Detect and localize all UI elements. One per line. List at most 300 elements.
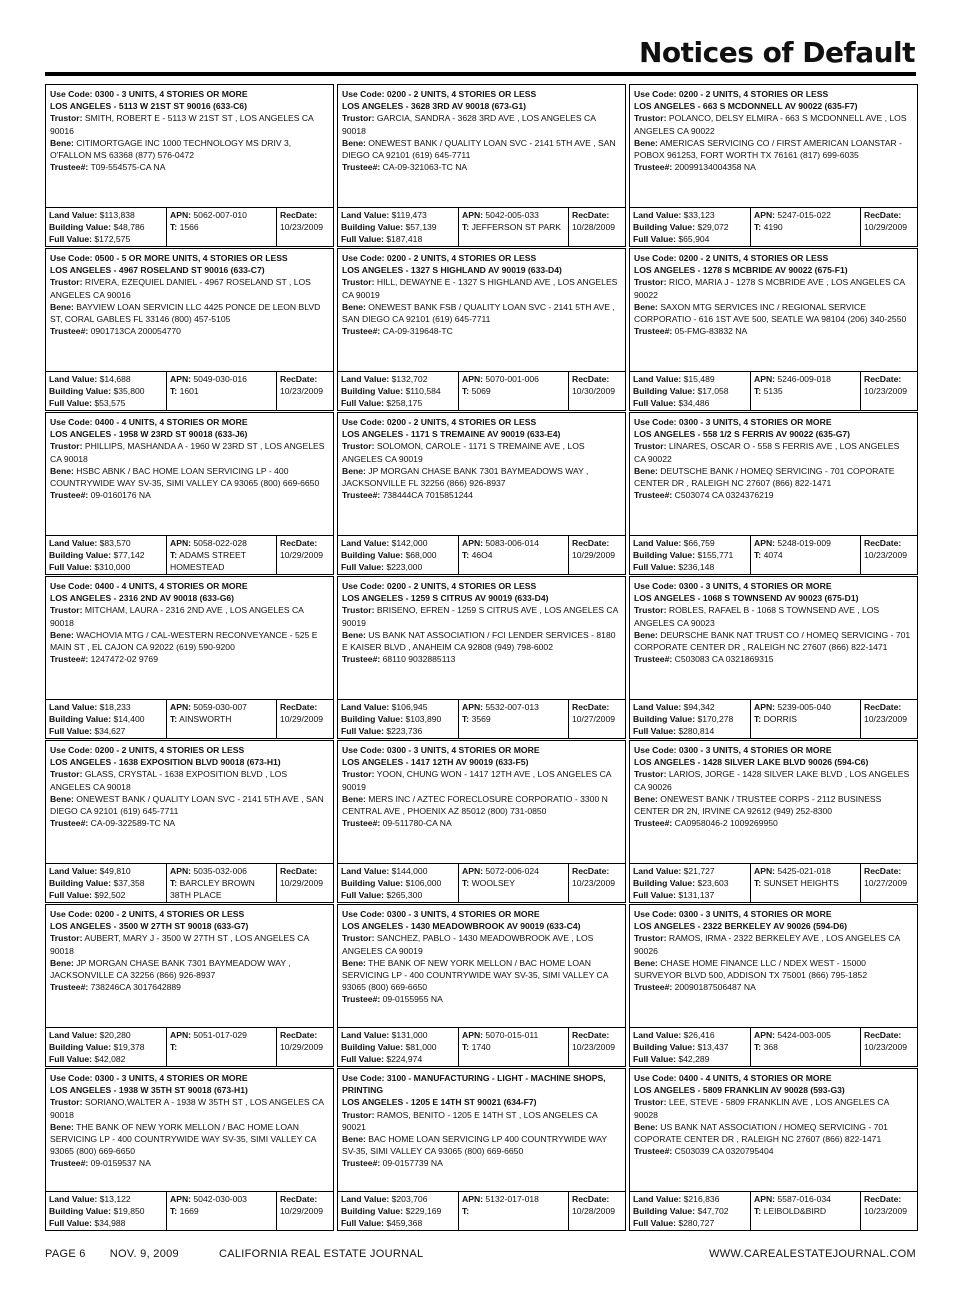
recdate-label: RecDate: — [572, 374, 610, 384]
bene-label: Bene: — [342, 957, 366, 968]
trustee-label: Trustee#: — [634, 654, 673, 665]
tract-value: 368 — [763, 1042, 778, 1053]
building-value-label: Building Value: — [49, 550, 112, 561]
full-value: $258,175 — [386, 398, 423, 409]
trustee-value: 20099134004358 NA — [674, 162, 756, 173]
full-value: $223,736 — [386, 726, 423, 737]
trustee-value: 738444CA 7015851244 — [382, 490, 473, 501]
bene-value: CITIMORTGAGE INC 1000 TECHNOLOGY MS DRIV 3, O'FALLON MS 63368 (877) 576-0472 — [50, 137, 292, 161]
bene-label: Bene: — [50, 957, 74, 968]
notice-card — [45, 84, 334, 247]
property-location: LOS ANGELES - 1428 SILVER LAKE BLVD 90026 (594-C6) — [634, 757, 869, 768]
use-code: Use Code: 0200 - 2 UNITS, 4 STORIES OR LESS — [50, 909, 245, 919]
recdate-label: RecDate: — [572, 1030, 610, 1040]
building-value: $155,771 — [697, 550, 734, 561]
notice-values — [46, 1191, 333, 1230]
recdate-label: RecDate: — [864, 374, 902, 384]
values-column — [338, 1028, 458, 1066]
values-column — [338, 208, 458, 246]
values-column — [338, 1192, 458, 1230]
recdate-label: RecDate: — [864, 210, 902, 220]
full-value-label: Full Value: — [341, 234, 384, 245]
land-value-label: Land Value: — [49, 1194, 98, 1204]
notice-card — [45, 1068, 334, 1231]
values-column — [338, 536, 458, 574]
use-code: Use Code: 0200 - 2 UNITS, 4 STORIES OR LESS — [634, 253, 829, 263]
trustee-label: Trustee#: — [50, 490, 89, 501]
trustee-value: CA-09-321063-TC NA — [382, 162, 468, 173]
bene-value: ONEWEST BANK / QUALITY LOAN SVC - 2141 5TH AVE , SAN DIEGO CA 92101 (619) 645-7711 — [342, 137, 616, 161]
notice-info — [338, 249, 625, 371]
recdate-label: RecDate: — [864, 866, 902, 876]
recdate-label: RecDate: — [572, 866, 610, 876]
footer-date: NOV. 9, 2009 — [109, 1248, 179, 1260]
trustor-label: Trustor: — [50, 769, 83, 780]
use-code: Use Code: 0300 - 3 UNITS, 4 STORIES OR MORE — [342, 909, 540, 919]
notice-card — [629, 1068, 918, 1231]
trustee-value: 20090187506487 NA — [674, 982, 756, 993]
recdate-value: 10/29/2009 — [280, 714, 324, 725]
values-column — [630, 700, 750, 738]
notice-card — [337, 1068, 626, 1231]
tract-value: AINSWORTH — [179, 714, 232, 725]
trustor-label: Trustor: — [50, 605, 83, 616]
land-value-label: Land Value: — [633, 1030, 682, 1040]
trustee-label: Trustee#: — [50, 654, 89, 665]
trustee-value: CA0958046-2 1009269950 — [674, 818, 778, 829]
land-value-label: Land Value: — [341, 1194, 390, 1204]
trustee-label: Trustee#: — [342, 654, 381, 665]
tract-label: T: — [462, 714, 470, 725]
trustor-label: Trustor: — [342, 277, 375, 288]
tract-value: 5135 — [763, 386, 783, 397]
building-value-label: Building Value: — [633, 878, 696, 889]
trustor-value: HILL, DEWAYNE E - 1327 S HIGHLAND AVE , LOS ANGELES CA 90019 — [342, 277, 618, 300]
trustor-label: Trustor: — [634, 277, 667, 288]
bene-value: AMERICAS SERVICING CO / FIRST AMERICAN LOANSTAR - POBOX 961253, FORT WORTH TX 76161 (817) 699-6035 — [634, 137, 902, 161]
trustor-label: Trustor: — [50, 113, 83, 124]
trustee-label: Trustee#: — [342, 1158, 381, 1169]
tract-label: T: — [462, 878, 470, 889]
apn-value: 5083-006-014 — [485, 538, 539, 548]
trustee-value: 09-0155955 NA — [382, 994, 443, 1005]
trustor-label: Trustor: — [342, 933, 375, 944]
full-value-label: Full Value: — [633, 398, 676, 409]
bene-value: ONEWEST BANK / QUALITY LOAN SVC - 2141 5TH AVE , SAN DIEGO CA 92101 (619) 645-7711 — [50, 793, 324, 817]
full-value: $459,368 — [386, 1218, 423, 1229]
land-value-label: Land Value: — [633, 374, 682, 384]
notice-card — [629, 904, 918, 1067]
recdate-column — [860, 372, 917, 410]
land-value: $106,945 — [391, 702, 428, 712]
trustee-label: Trustee#: — [50, 1158, 89, 1169]
notice-card — [629, 576, 918, 739]
notice-card — [45, 576, 334, 739]
apn-column — [750, 864, 860, 902]
apn-value: 5070-001-006 — [485, 374, 539, 384]
apn-value: 5247-015-022 — [777, 210, 831, 220]
values-column — [630, 1028, 750, 1066]
tract-label: T: — [754, 878, 762, 889]
apn-value: 5424-003-005 — [777, 1030, 831, 1040]
tract-label: T: — [462, 386, 470, 397]
use-code: Use Code: 0400 - 4 UNITS, 4 STORIES OR MORE — [50, 417, 248, 427]
tract-value: 4190 — [763, 222, 783, 233]
property-location: LOS ANGELES - 1278 S MCBRIDE AV 90022 (675-F1) — [634, 265, 848, 276]
recdate-column — [568, 372, 625, 410]
trustee-value: 1247472-02 9769 — [90, 654, 158, 665]
recdate-column — [276, 1192, 333, 1230]
land-value-label: Land Value: — [49, 210, 98, 220]
values-column — [338, 700, 458, 738]
building-value-label: Building Value: — [341, 1042, 404, 1053]
trustor-value: LEE, STEVE - 5809 FRANKLIN AVE , LOS ANGELES CA 90028 — [634, 1097, 889, 1120]
notice-info — [338, 413, 625, 535]
building-value: $229,169 — [405, 1206, 442, 1217]
apn-label: APN: — [462, 1030, 484, 1040]
bene-label: Bene: — [50, 793, 74, 804]
notice-values — [630, 535, 917, 574]
notice-info — [338, 577, 625, 699]
apn-column — [750, 1028, 860, 1066]
use-code: Use Code: 0300 - 3 UNITS, 4 STORIES OR MORE — [342, 745, 540, 755]
recdate-column — [568, 700, 625, 738]
tract-value: ADAMS STREET HOMESTEAD — [170, 550, 246, 573]
tract-value: BARCLEY BROWN 38TH PLACE — [170, 878, 255, 901]
apn-label: APN: — [754, 374, 776, 384]
notice-card — [337, 248, 626, 411]
full-value: $65,904 — [678, 234, 710, 245]
trustee-label: Trustee#: — [342, 326, 381, 337]
building-value: $68,000 — [405, 550, 437, 561]
apn-value: 5042-030-003 — [193, 1194, 247, 1204]
tract-value: 1601 — [179, 386, 199, 397]
bene-label: Bene: — [634, 629, 658, 640]
bene-value: US BANK NAT ASSOCIATION / HOMEQ SERVICING - 701 COPORATE CENTER DR , RALEIGH NC 27607 (866) 822-1471 — [634, 1121, 888, 1145]
bene-value: WACHOVIA MTG / CAL-WESTERN RECONVEYANCE - 525 E MAIN ST , EL CAJON CA 92022 (619) 590-9200 — [50, 629, 318, 653]
tract-value: SUNSET HEIGHTS — [763, 878, 839, 889]
apn-label: APN: — [170, 538, 192, 548]
notice-info — [630, 249, 917, 371]
land-value: $119,473 — [391, 210, 427, 220]
recdate-label: RecDate: — [572, 538, 610, 548]
bene-label: Bene: — [634, 137, 658, 148]
trustor-value: LINARES, OSCAR O - 558 S FERRIS AVE , LOS ANGELES CA 90022 — [634, 441, 900, 464]
page-title: Notices of Default — [638, 36, 915, 69]
bene-value: BAYVIEW LOAN SERVICIN LLC 4425 PONCE DE LEON BLVD ST, CORAL GABLES FL 33146 (800) 457-5105 — [50, 301, 321, 325]
footer-website[interactable]: WWW.CAREALESTATEJOURNAL.COM — [709, 1248, 916, 1260]
recdate-value: 10/27/2009 — [864, 878, 908, 889]
land-value-label: Land Value: — [341, 702, 390, 712]
full-value: $310,000 — [94, 562, 131, 573]
notice-info — [630, 85, 917, 207]
building-value-label: Building Value: — [49, 1206, 112, 1217]
bene-value: ONEWEST BANK FSB / QUALITY LOAN SVC - 2141 5TH AVE , SAN DIEGO CA 92101 (619) 645-7711 — [342, 301, 615, 325]
bene-label: Bene: — [342, 301, 366, 312]
bene-label: Bene: — [634, 465, 658, 476]
recdate-value: 10/23/2009 — [864, 1042, 908, 1053]
land-value: $144,000 — [391, 866, 428, 876]
full-value: $131,137 — [678, 890, 715, 901]
land-value: $83,570 — [99, 538, 131, 548]
land-value: $15,489 — [683, 374, 715, 384]
recdate-label: RecDate: — [572, 1194, 610, 1204]
apn-column — [166, 1028, 276, 1066]
recdate-label: RecDate: — [864, 702, 902, 712]
apn-label: APN: — [170, 210, 192, 220]
values-column — [630, 208, 750, 246]
bene-label: Bene: — [50, 301, 74, 312]
tract-label: T: — [754, 714, 762, 725]
building-value-label: Building Value: — [341, 714, 404, 725]
notice-values — [46, 371, 333, 410]
apn-column — [166, 372, 276, 410]
trustee-label: Trustee#: — [50, 982, 89, 993]
building-value-label: Building Value: — [49, 878, 112, 889]
trustee-value: 0901713CA 200054770 — [90, 326, 181, 337]
tract-value: 1566 — [179, 222, 199, 233]
bene-label: Bene: — [342, 629, 366, 640]
apn-label: APN: — [462, 702, 484, 712]
bene-label: Bene: — [50, 629, 74, 640]
tract-value: WOOLSEY — [471, 878, 516, 889]
tract-label: T: — [462, 222, 470, 233]
apn-column — [166, 208, 276, 246]
apn-label: APN: — [754, 1030, 776, 1040]
trustor-label: Trustor: — [342, 769, 375, 780]
recdate-label: RecDate: — [864, 1030, 902, 1040]
full-value-label: Full Value: — [633, 234, 676, 245]
tract-label: T: — [754, 1206, 762, 1217]
trustee-label: Trustee#: — [634, 982, 673, 993]
tract-value: 4074 — [763, 550, 783, 561]
trustee-label: Trustee#: — [634, 326, 673, 337]
apn-label: APN: — [754, 210, 776, 220]
recdate-label: RecDate: — [572, 702, 610, 712]
trustor-label: Trustor: — [50, 1097, 83, 1108]
bene-label: Bene: — [342, 465, 366, 476]
building-value: $13,437 — [697, 1042, 729, 1053]
values-column — [630, 864, 750, 902]
apn-value: 5058-022-028 — [193, 538, 247, 548]
tract-label: T: — [754, 386, 762, 397]
values-column — [338, 372, 458, 410]
tract-label: T: — [170, 714, 178, 725]
apn-value: 5049-030-016 — [193, 374, 247, 384]
notice-card — [45, 904, 334, 1067]
land-value-label: Land Value: — [633, 702, 682, 712]
land-value-label: Land Value: — [341, 210, 390, 220]
bene-value: CHASE HOME FINANCE LLC / NDEX WEST - 15000 SURVEYOR BLVD 500, ADDISON TX 75001 (866) 795-1852 — [634, 957, 868, 981]
apn-column — [458, 208, 568, 246]
recdate-label: RecDate: — [864, 538, 902, 548]
trustor-value: SOLOMON, CAROLE - 1171 S TREMAINE AVE , LOS ANGELES CA 90019 — [342, 441, 585, 464]
use-code: Use Code: 0300 - 3 UNITS, 4 STORIES OR MORE — [50, 89, 248, 99]
building-value-label: Building Value: — [341, 1206, 404, 1217]
notice-values — [338, 1027, 625, 1066]
land-value-label: Land Value: — [633, 210, 682, 220]
apn-value: 5532-007-013 — [485, 702, 539, 712]
notice-values — [630, 1191, 917, 1230]
full-value-label: Full Value: — [341, 562, 384, 573]
full-value: $53,575 — [94, 398, 126, 409]
apn-value: 5587-016-034 — [777, 1194, 831, 1204]
notice-info — [630, 577, 917, 699]
building-value-label: Building Value: — [49, 222, 112, 233]
trustee-label: Trustee#: — [342, 490, 381, 501]
land-value: $33,123 — [683, 210, 715, 220]
trustor-label: Trustor: — [342, 1109, 375, 1120]
recdate-value: 10/29/2009 — [572, 550, 616, 561]
building-value: $29,072 — [697, 222, 729, 233]
recdate-column — [276, 1028, 333, 1066]
apn-column — [458, 700, 568, 738]
land-value-label: Land Value: — [49, 702, 98, 712]
bene-label: Bene: — [50, 465, 74, 476]
trustor-value: SMITH, ROBERT E - 5113 W 21ST ST , LOS ANGELES CA 90016 — [50, 113, 314, 136]
trustee-label: Trustee#: — [634, 818, 673, 829]
trustor-value: LARIOS, JORGE - 1428 SILVER LAKE BLVD , LOS ANGELES CA 90026 — [634, 769, 910, 792]
use-code: Use Code: 0300 - 3 UNITS, 4 STORIES OR MORE — [50, 1073, 248, 1083]
notice-card — [45, 412, 334, 575]
apn-value: 5035-032-006 — [193, 866, 247, 876]
apn-value: 5246-009-018 — [777, 374, 831, 384]
values-column — [46, 700, 166, 738]
bene-label: Bene: — [634, 301, 658, 312]
building-value-label: Building Value: — [633, 550, 696, 561]
notice-values — [338, 371, 625, 410]
recdate-label: RecDate: — [280, 866, 318, 876]
recdate-column — [860, 536, 917, 574]
full-value: $280,814 — [678, 726, 715, 737]
trustor-value: RAMOS, IRMA - 2322 BERKELEY AVE , LOS ANGELES CA 90026 — [634, 933, 900, 956]
notice-info — [630, 741, 917, 863]
land-value: $132,702 — [391, 374, 428, 384]
full-value: $223,000 — [386, 562, 423, 573]
building-value-label: Building Value: — [633, 1042, 696, 1053]
trustor-label: Trustor: — [634, 933, 667, 944]
apn-column — [166, 864, 276, 902]
full-value: $265,300 — [386, 890, 423, 901]
apn-column — [750, 372, 860, 410]
bene-value: MERS INC / AZTEC FORECLOSURE CORPORATIO - 3300 N CENTRAL AVE , PHOENIX AZ 85012 (800) 731-0850 — [342, 793, 608, 817]
trustee-value: CA-09-319648-TC — [382, 326, 453, 337]
tract-label: T: — [754, 550, 762, 561]
full-value-label: Full Value: — [633, 1218, 676, 1229]
building-value: $47,702 — [697, 1206, 729, 1217]
bene-value: JP MORGAN CHASE BANK 7301 BAYMEADOWS WAY , JACKSONVILLE FL 32256 (866) 926-8937 — [342, 465, 589, 489]
footer-publication: CALIFORNIA REAL ESTATE JOURNAL — [218, 1248, 424, 1260]
trustee-label: Trustee#: — [634, 1146, 673, 1157]
use-code: Use Code: 0200 - 2 UNITS, 4 STORIES OR LESS — [342, 417, 537, 427]
notice-values — [46, 1027, 333, 1066]
notice-values — [630, 699, 917, 738]
land-value-label: Land Value: — [49, 866, 98, 876]
recdate-column — [276, 864, 333, 902]
apn-label: APN: — [462, 866, 484, 876]
notice-card — [629, 412, 918, 575]
notice-card — [45, 248, 334, 411]
use-code: Use Code: 0500 - 5 OR MORE UNITS, 4 STORIES OR LESS — [50, 253, 288, 263]
full-value-label: Full Value: — [633, 562, 676, 573]
land-value: $49,810 — [99, 866, 131, 876]
tract-label: T: — [170, 1206, 178, 1217]
tract-label: T: — [462, 550, 470, 561]
property-location: LOS ANGELES - 558 1/2 S FERRIS AV 90022 (635-G7) — [634, 429, 851, 440]
building-value: $77,142 — [113, 550, 145, 561]
land-value: $113,838 — [99, 210, 135, 220]
recdate-value: 10/23/2009 — [572, 878, 616, 889]
building-value-label: Building Value: — [633, 386, 696, 397]
full-value-label: Full Value: — [633, 1054, 676, 1065]
full-value-label: Full Value: — [49, 1218, 92, 1229]
use-code: Use Code: 0400 - 4 UNITS, 4 STORIES OR MORE — [50, 581, 248, 591]
bene-value: HSBC ABNK / BAC HOME LOAN SERVICING LP - 400 COUNTRYWIDE WAY SV-35, SIMI VALLEY CA 93065 (800) 669-6650 — [50, 465, 320, 489]
building-value-label: Building Value: — [633, 1206, 696, 1217]
land-value: $21,727 — [683, 866, 715, 876]
recdate-column — [860, 208, 917, 246]
apn-value: 5070-015-011 — [485, 1030, 539, 1040]
apn-label: APN: — [754, 538, 776, 548]
property-location: LOS ANGELES - 2316 2ND AV 90018 (633-G6) — [50, 593, 235, 604]
notice-values — [46, 207, 333, 246]
tract-label: T: — [754, 222, 762, 233]
title-rule — [45, 72, 916, 76]
apn-column — [458, 536, 568, 574]
apn-value: 5072-006-024 — [485, 866, 539, 876]
full-value-label: Full Value: — [49, 1054, 92, 1065]
recdate-label: RecDate: — [280, 210, 318, 220]
use-code: Use Code: 0200 - 2 UNITS, 4 STORIES OR LESS — [342, 253, 537, 263]
tract-label: T: — [170, 878, 178, 889]
trustee-value: 09-0160176 NA — [90, 490, 151, 501]
apn-label: APN: — [754, 1194, 776, 1204]
recdate-column — [276, 536, 333, 574]
values-column — [46, 864, 166, 902]
tract-value: 46O4 — [471, 550, 493, 561]
building-value-label: Building Value: — [49, 1042, 112, 1053]
tract-label: T: — [170, 550, 178, 561]
property-location: LOS ANGELES - 663 S MCDONNELL AV 90022 (635-F7) — [634, 101, 858, 112]
tract-label: T: — [754, 1042, 762, 1053]
tract-value: 3569 — [471, 714, 491, 725]
use-code: Use Code: 3100 - MANUFACTURING - LIGHT - MACHINE SHOPS, PRINTING — [342, 1073, 606, 1096]
bene-label: Bene: — [342, 1134, 366, 1145]
tract-value: DORRIS — [763, 714, 797, 725]
trustor-value: ROBLES, RAFAEL B - 1068 S TOWNSEND AVE , LOS ANGELES CA 90023 — [634, 605, 880, 628]
building-value-label: Building Value: — [341, 222, 404, 233]
trustee-label: Trustee#: — [342, 818, 381, 829]
bene-label: Bene: — [342, 137, 366, 148]
notice-info — [46, 413, 333, 535]
building-value: $35,800 — [113, 386, 145, 397]
notice-info — [46, 577, 333, 699]
trustee-label: Trustee#: — [342, 162, 381, 173]
apn-label: APN: — [170, 702, 192, 712]
recdate-column — [860, 1192, 917, 1230]
apn-label: APN: — [170, 1194, 192, 1204]
full-value-label: Full Value: — [49, 562, 92, 573]
tract-label: T: — [462, 1042, 470, 1053]
property-location: LOS ANGELES - 2322 BERKELEY AV 90026 (594-D6) — [634, 921, 848, 932]
recdate-column — [568, 208, 625, 246]
tract-label: T: — [170, 386, 178, 397]
recdate-value: 10/29/2009 — [280, 1206, 324, 1217]
recdate-label: RecDate: — [280, 374, 318, 384]
land-value-label: Land Value: — [49, 538, 98, 548]
full-value: $42,289 — [678, 1054, 710, 1065]
full-value: $34,988 — [94, 1218, 126, 1229]
